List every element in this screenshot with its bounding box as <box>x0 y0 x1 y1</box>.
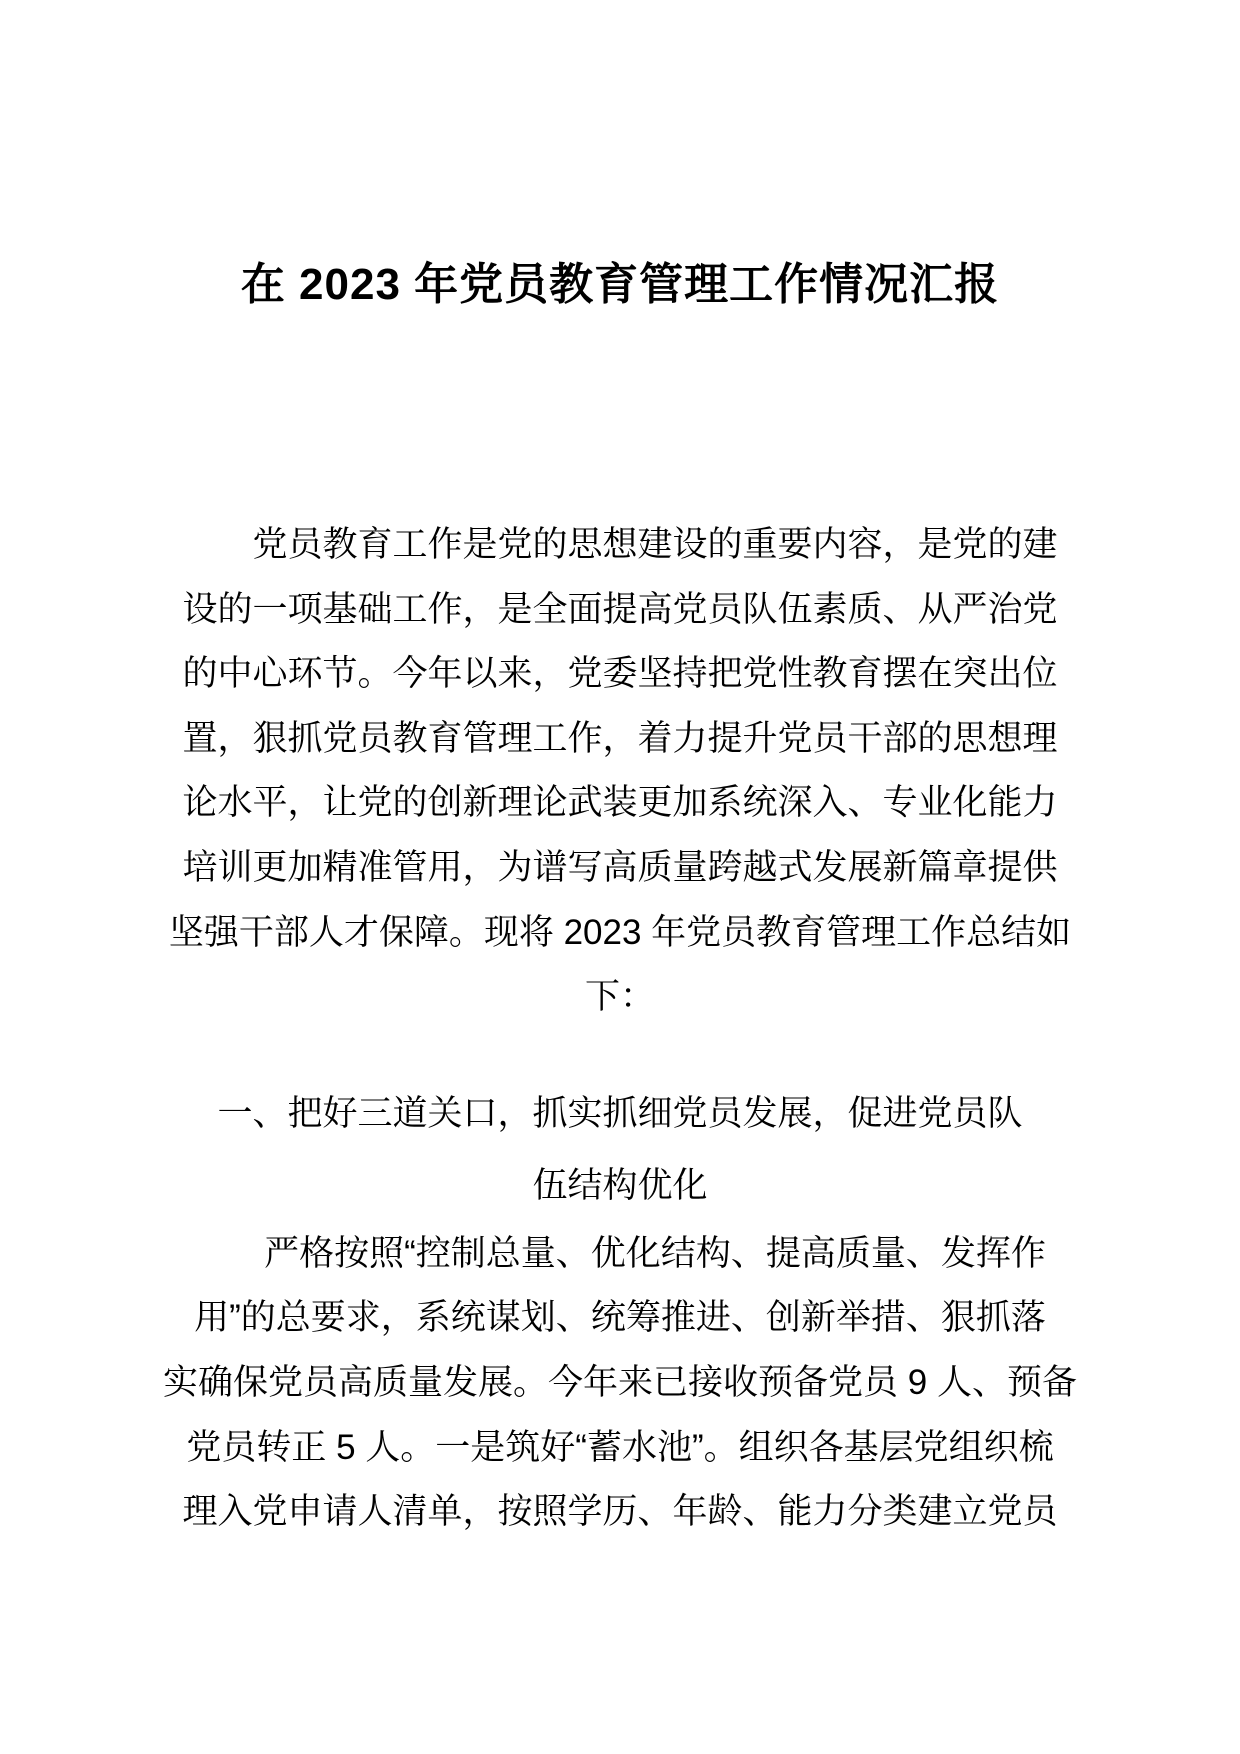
section-heading <box>0 1078 1240 1222</box>
paragraph-line: 培训更加精准管用，为谱写高质量跨越式发展新篇章提供 <box>182 847 1058 887</box>
paragraph-line: 实确保党员高质量发展。今年来已接收预备党员 9 人、预备 <box>163 1362 1077 1402</box>
paragraph-line: 用”的总要求，系统谋划、统筹推进、创新举措、狠抓落 <box>194 1298 1046 1338</box>
paragraph-line: 理入党申请人清单，按照学历、年龄、能力分类建立党员 <box>182 1492 1058 1532</box>
paragraph-line: 置，狠抓党员教育管理工作，着力提升党员干部的思想理 <box>182 718 1058 758</box>
document-title: 在 2023 年党员教育管理工作情况汇报 <box>240 260 1000 309</box>
paragraph-line: 论水平，让党的创新理论武装更加系统深入、专业化能力 <box>182 783 1058 823</box>
paragraph-line: 下： <box>584 977 655 1017</box>
heading-line: 伍结构优化 <box>532 1165 708 1205</box>
section-body-paragraph <box>0 1222 1240 1545</box>
paragraph-line: 党员转正 5 人。一是筑好“蓄水池”。组织各基层党组织梳 <box>186 1427 1054 1467</box>
paragraph-line: 设的一项基础工作，是全面提高党员队伍素质、从严治党 <box>182 589 1058 629</box>
intro-paragraph <box>0 513 1240 1030</box>
paragraph-line: 的中心环节。今年以来，党委坚持把党性教育摆在突出位 <box>182 654 1058 694</box>
paragraph-line: 坚强干部人才保障。现将 2023 年党员教育管理工作总结如 <box>168 912 1072 952</box>
heading-line: 一、把好三道关口，抓实抓细党员发展，促进党员队 <box>217 1093 1023 1133</box>
paragraph-line: 党员教育工作是党的思想建设的重要内容，是党的建 <box>252 525 1058 564</box>
paragraph-line: 严格按照“控制总量、优化结构、提高质量、发挥作 <box>264 1233 1046 1273</box>
